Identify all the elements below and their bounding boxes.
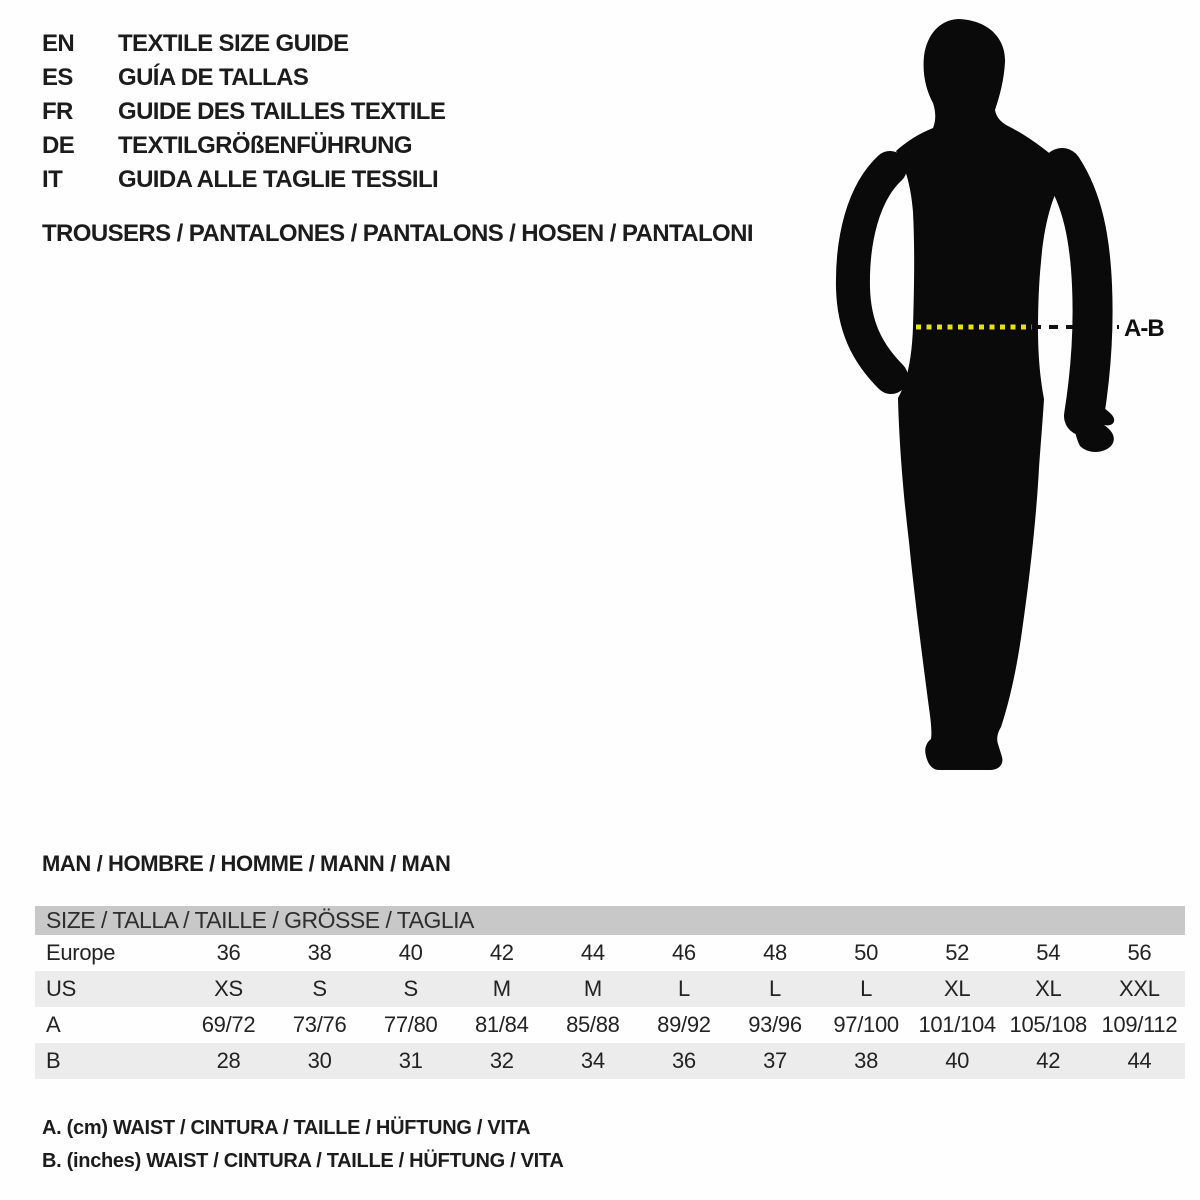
language-row-it <box>42 166 445 200</box>
language-label: GUIDA ALLE TAGLIE TESSILI <box>118 166 439 193</box>
table-row-europe <box>35 935 1185 971</box>
category-title: TROUSERS / PANTALONES / PANTALONS / HOSEN / PANTALONI <box>42 220 753 247</box>
table-cell: 69/72 <box>201 1012 256 1037</box>
man-right-hand-shape <box>1074 402 1114 452</box>
language-code: EN <box>42 30 75 57</box>
table-cell: 56 <box>1127 940 1152 965</box>
table-cell: M <box>492 976 511 1001</box>
language-label: TEXTILGRÖßENFÜHRUNG <box>118 132 412 159</box>
table-cell: 109/112 <box>1101 1012 1178 1037</box>
table-cell: L <box>769 976 781 1001</box>
table-cell: 50 <box>854 940 879 965</box>
language-row-fr <box>42 98 445 132</box>
size-table <box>35 906 1185 1079</box>
man-silhouette-figure <box>800 10 1200 800</box>
table-cell: 48 <box>763 940 787 965</box>
table-cell: 42 <box>489 940 514 965</box>
table-cell: 40 <box>398 940 423 965</box>
row-label: B <box>46 1048 61 1073</box>
table-cell: 38 <box>307 940 332 965</box>
table-cell: 30 <box>307 1048 332 1073</box>
table-cell: M <box>583 976 602 1001</box>
table-cell: XL <box>944 976 971 1001</box>
table-cell: 73/76 <box>292 1012 347 1037</box>
table-cell: XL <box>1035 976 1062 1001</box>
man-body-shape <box>896 19 1068 770</box>
table-cell: S <box>312 976 327 1001</box>
table-row-b-inches <box>35 1043 1185 1079</box>
language-label: TEXTILE SIZE GUIDE <box>118 30 349 57</box>
language-guide-list <box>42 30 445 200</box>
size-table-header: SIZE / TALLA / TAILLE / GRÖSSE / TAGLIA <box>35 906 1185 935</box>
table-row-a-cm <box>35 1007 1185 1043</box>
language-row-de <box>42 132 445 166</box>
table-row-us <box>35 971 1185 1007</box>
table-cell: 97/100 <box>833 1012 899 1037</box>
table-cell: 46 <box>671 940 696 965</box>
table-cell: 32 <box>489 1048 514 1073</box>
language-label: GUIDE DES TAILLES TEXTILE <box>118 98 446 125</box>
table-cell: 77/80 <box>383 1012 438 1037</box>
man-right-arm-shape <box>1062 168 1093 416</box>
table-cell: 36 <box>671 1048 696 1073</box>
table-cell: S <box>403 976 418 1001</box>
table-cell: 36 <box>216 940 241 965</box>
table-cell: 54 <box>1036 940 1061 965</box>
footnote-a: A. (cm) WAIST / CINTURA / TAILLE / HÜFTUNG / VITA <box>42 1117 531 1139</box>
table-cell: 38 <box>854 1048 879 1073</box>
language-code: FR <box>42 98 73 125</box>
table-cell: XXL <box>1119 976 1160 1001</box>
table-cell: 81/84 <box>474 1012 529 1037</box>
language-code: ES <box>42 64 73 91</box>
table-cell: 44 <box>580 940 605 965</box>
size-table-header-row <box>35 906 1185 935</box>
table-cell: 42 <box>1036 1048 1061 1073</box>
row-label: US <box>46 976 76 1001</box>
table-cell: L <box>677 976 690 1001</box>
row-label: A <box>46 1012 61 1037</box>
table-cell: 89/92 <box>657 1012 711 1037</box>
measure-footnotes <box>42 1112 564 1178</box>
table-cell: 37 <box>763 1048 787 1073</box>
table-cell: 34 <box>580 1048 605 1073</box>
row-label: Europe <box>46 940 116 965</box>
man-left-arm-shape <box>853 168 891 377</box>
table-cell: 31 <box>398 1048 423 1073</box>
language-row-es <box>42 64 445 98</box>
language-label: GUÍA DE TALLAS <box>118 64 309 91</box>
man-silhouette <box>853 19 1114 770</box>
footnote-b: B. (inches) WAIST / CINTURA / TAILLE / HÜFTUNG / VITA <box>42 1150 564 1172</box>
section-title: MAN / HOMBRE / HOMME / MANN / MAN <box>42 851 451 876</box>
language-code: IT <box>42 166 63 193</box>
language-row-en <box>42 30 445 64</box>
table-cell: 93/96 <box>748 1012 802 1037</box>
language-code: DE <box>42 132 75 159</box>
waist-measure-label: A-B <box>1124 315 1164 342</box>
table-cell: XS <box>214 976 243 1001</box>
table-cell: L <box>860 976 873 1001</box>
table-cell: 101/104 <box>918 1012 996 1037</box>
table-cell: 85/88 <box>566 1012 620 1037</box>
table-cell: 44 <box>1127 1048 1152 1073</box>
table-cell: 52 <box>945 940 970 965</box>
table-cell: 105/108 <box>1009 1012 1087 1037</box>
table-cell: 40 <box>945 1048 970 1073</box>
table-cell: 28 <box>216 1048 241 1073</box>
